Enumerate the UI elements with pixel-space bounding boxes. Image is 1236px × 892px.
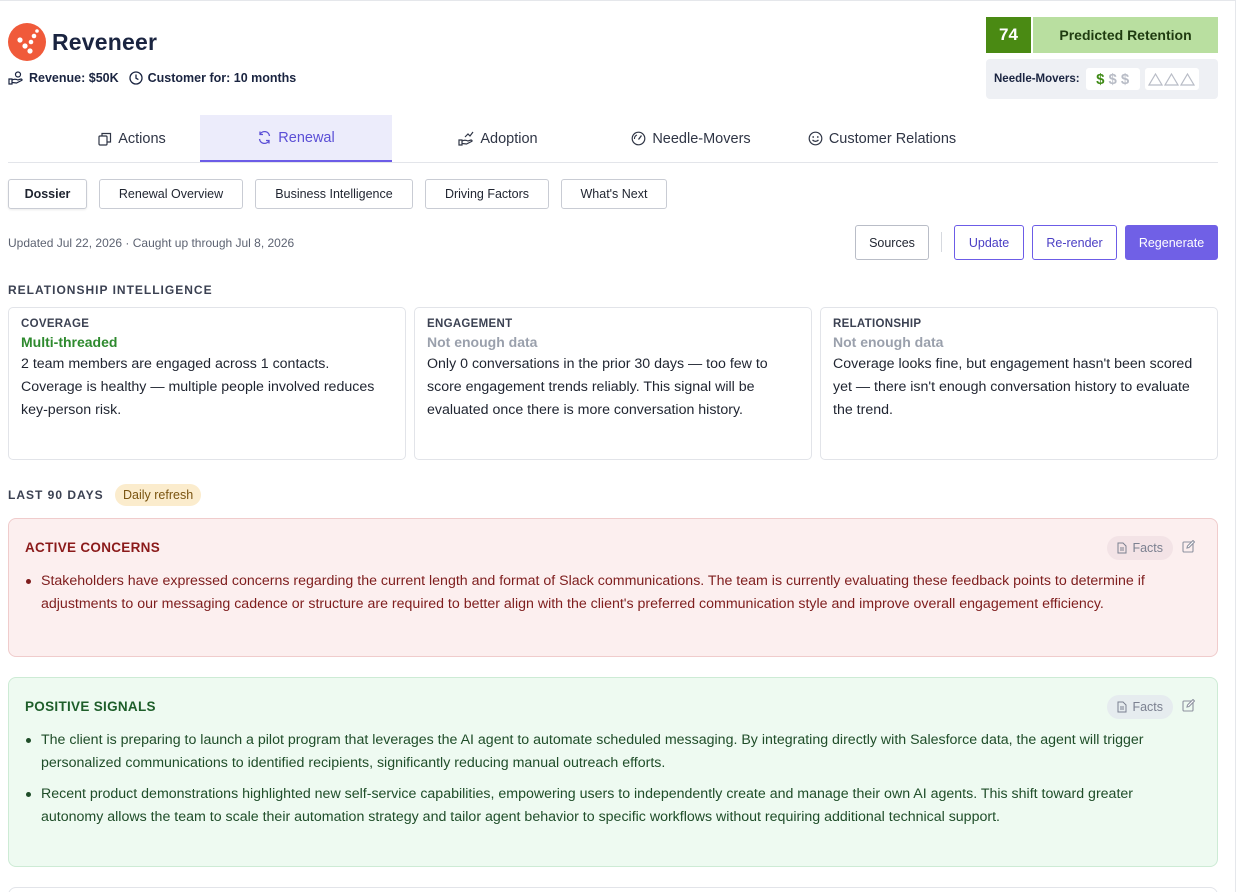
dollar-sign-2: $ xyxy=(1108,70,1117,88)
subtab-whats-next[interactable]: What's Next xyxy=(561,179,667,209)
concerns-list xyxy=(25,570,1195,624)
customer-tenure-info xyxy=(129,71,297,85)
tab-actions[interactable] xyxy=(56,115,208,162)
engagement-status: Not enough data xyxy=(427,334,538,350)
update-button[interactable]: Update xyxy=(954,225,1024,260)
account-meta xyxy=(8,71,306,85)
list-item: The client is preparing to launch a pilot program that leverages the AI agent to automate scheduled messaging. By integrating directly with Salesforce data, the agent will trigger personalized communications to identified recipients, significantly reducing manual outreach efforts. xyxy=(25,729,1195,775)
concerns-facts-button[interactable] xyxy=(1107,536,1173,560)
relationship-status: Not enough data xyxy=(833,334,944,350)
needle-movers-summary xyxy=(986,59,1218,99)
main-tabs xyxy=(8,115,1218,163)
warning-icon xyxy=(1164,73,1179,86)
engagement-label: ENGAGEMENT xyxy=(427,318,513,330)
active-concerns-panel xyxy=(8,518,1218,657)
coverage-label: COVERAGE xyxy=(21,318,90,330)
relationship-card xyxy=(820,307,1218,460)
tab-renewal-label: Renewal xyxy=(278,129,335,146)
relationship-label: RELATIONSHIP xyxy=(833,318,922,330)
tab-actions-label: Actions xyxy=(118,130,166,147)
retention-label: Predicted Retention xyxy=(1033,17,1218,53)
edit-icon[interactable] xyxy=(1182,540,1195,553)
retention-score: 74 xyxy=(986,17,1031,53)
next-panel-edge xyxy=(8,887,1218,892)
subtab-driving-factors[interactable]: Driving Factors xyxy=(425,179,549,209)
coverage-description: 2 team members are engaged across 1 contacts. Coverage is healthy — multiple people involved reduces key-person risk. xyxy=(21,356,375,418)
tab-needle-movers-label: Needle-Movers xyxy=(652,130,751,147)
document-icon xyxy=(1117,542,1127,554)
company-logo-icon xyxy=(8,23,46,61)
revenue-info xyxy=(8,71,119,85)
positives-facts-button[interactable] xyxy=(1107,695,1173,719)
refresh-icon xyxy=(257,130,272,145)
gauge-icon xyxy=(631,131,646,146)
customer-tenure-text: Customer for: 10 months xyxy=(147,71,297,85)
tab-customer-relations[interactable] xyxy=(784,115,980,162)
revenue-hand-icon xyxy=(8,71,24,85)
dollar-rating xyxy=(1086,68,1140,90)
document-icon xyxy=(1117,701,1127,713)
positives-list xyxy=(25,729,1195,837)
subtab-dossier[interactable]: Dossier xyxy=(8,179,87,209)
relationship-description: Coverage looks fine, but engagement hasn't been scored yet — there isn't enough conversation history to evaluate the trend. xyxy=(833,356,1193,418)
warning-rating xyxy=(1145,68,1199,90)
account-page xyxy=(8,0,1218,892)
smile-icon xyxy=(808,131,823,146)
daily-refresh-badge: Daily refresh xyxy=(115,484,201,506)
positives-facts-label: Facts xyxy=(1132,700,1163,714)
last-90-days-title: LAST 90 DAYS xyxy=(8,488,104,502)
concerns-facts-label: Facts xyxy=(1132,541,1163,555)
regenerate-button[interactable]: Regenerate xyxy=(1125,225,1218,260)
sources-button[interactable]: Sources xyxy=(855,225,929,260)
coverage-card xyxy=(8,307,406,460)
tab-needle-movers[interactable] xyxy=(606,115,776,162)
rerender-button[interactable]: Re-render xyxy=(1032,225,1117,260)
positive-signals-panel xyxy=(8,677,1218,867)
dollar-sign-1: $ xyxy=(1096,70,1105,88)
clock-icon xyxy=(129,71,143,85)
copy-icon xyxy=(98,132,112,146)
warning-icon xyxy=(1180,73,1195,86)
updated-status: Updated Jul 22, 2026 · Caught up through Jul 8, 2026 xyxy=(8,236,295,250)
tab-renewal[interactable] xyxy=(200,115,392,162)
coverage-status: Multi-threaded xyxy=(21,334,118,350)
tab-customer-relations-label: Customer Relations xyxy=(828,130,957,147)
subtab-business-intelligence[interactable]: Business Intelligence xyxy=(255,179,413,209)
engagement-description: Only 0 conversations in the prior 30 days — too few to score engagement trends reliably. This signal will be evaluated once there is more conversation history. xyxy=(427,356,768,418)
divider xyxy=(941,232,942,252)
tab-adoption-label: Adoption xyxy=(480,130,538,147)
predicted-retention xyxy=(986,17,1218,53)
company-header xyxy=(8,23,157,61)
list-item: Stakeholders have expressed concerns regarding the current length and format of Slack communications. The team is currently evaluating these feedback points to determine if adjustments to our messaging cadence or structure are required to better align with the client's preferred communication style and improve overall engagement efficiency. xyxy=(25,570,1195,616)
tab-adoption[interactable] xyxy=(428,115,568,162)
positive-signals-title: POSITIVE SIGNALS xyxy=(25,699,156,714)
edit-icon[interactable] xyxy=(1182,699,1195,712)
dollar-sign-3: $ xyxy=(1120,70,1130,88)
active-concerns-title: ACTIVE CONCERNS xyxy=(25,540,161,555)
company-name: Reveneer xyxy=(52,28,158,55)
needle-movers-label: Needle-Movers: xyxy=(994,73,1080,85)
hand-growth-icon xyxy=(458,131,474,146)
engagement-card xyxy=(414,307,812,460)
warning-icon xyxy=(1148,73,1163,86)
subtab-renewal-overview[interactable]: Renewal Overview xyxy=(99,179,243,209)
list-item: Recent product demonstrations highlighted new self-service capabilities, empowering users to independently create and manage their own AI agents. This shift toward greater autonomy allows the team to scale their automation strategy and tailor agent behavior to specific workflows without requiring additional technical support. xyxy=(25,783,1195,829)
relationship-intelligence-title: RELATIONSHIP INTELLIGENCE xyxy=(8,283,213,297)
revenue-text: Revenue: $50K xyxy=(29,71,119,85)
